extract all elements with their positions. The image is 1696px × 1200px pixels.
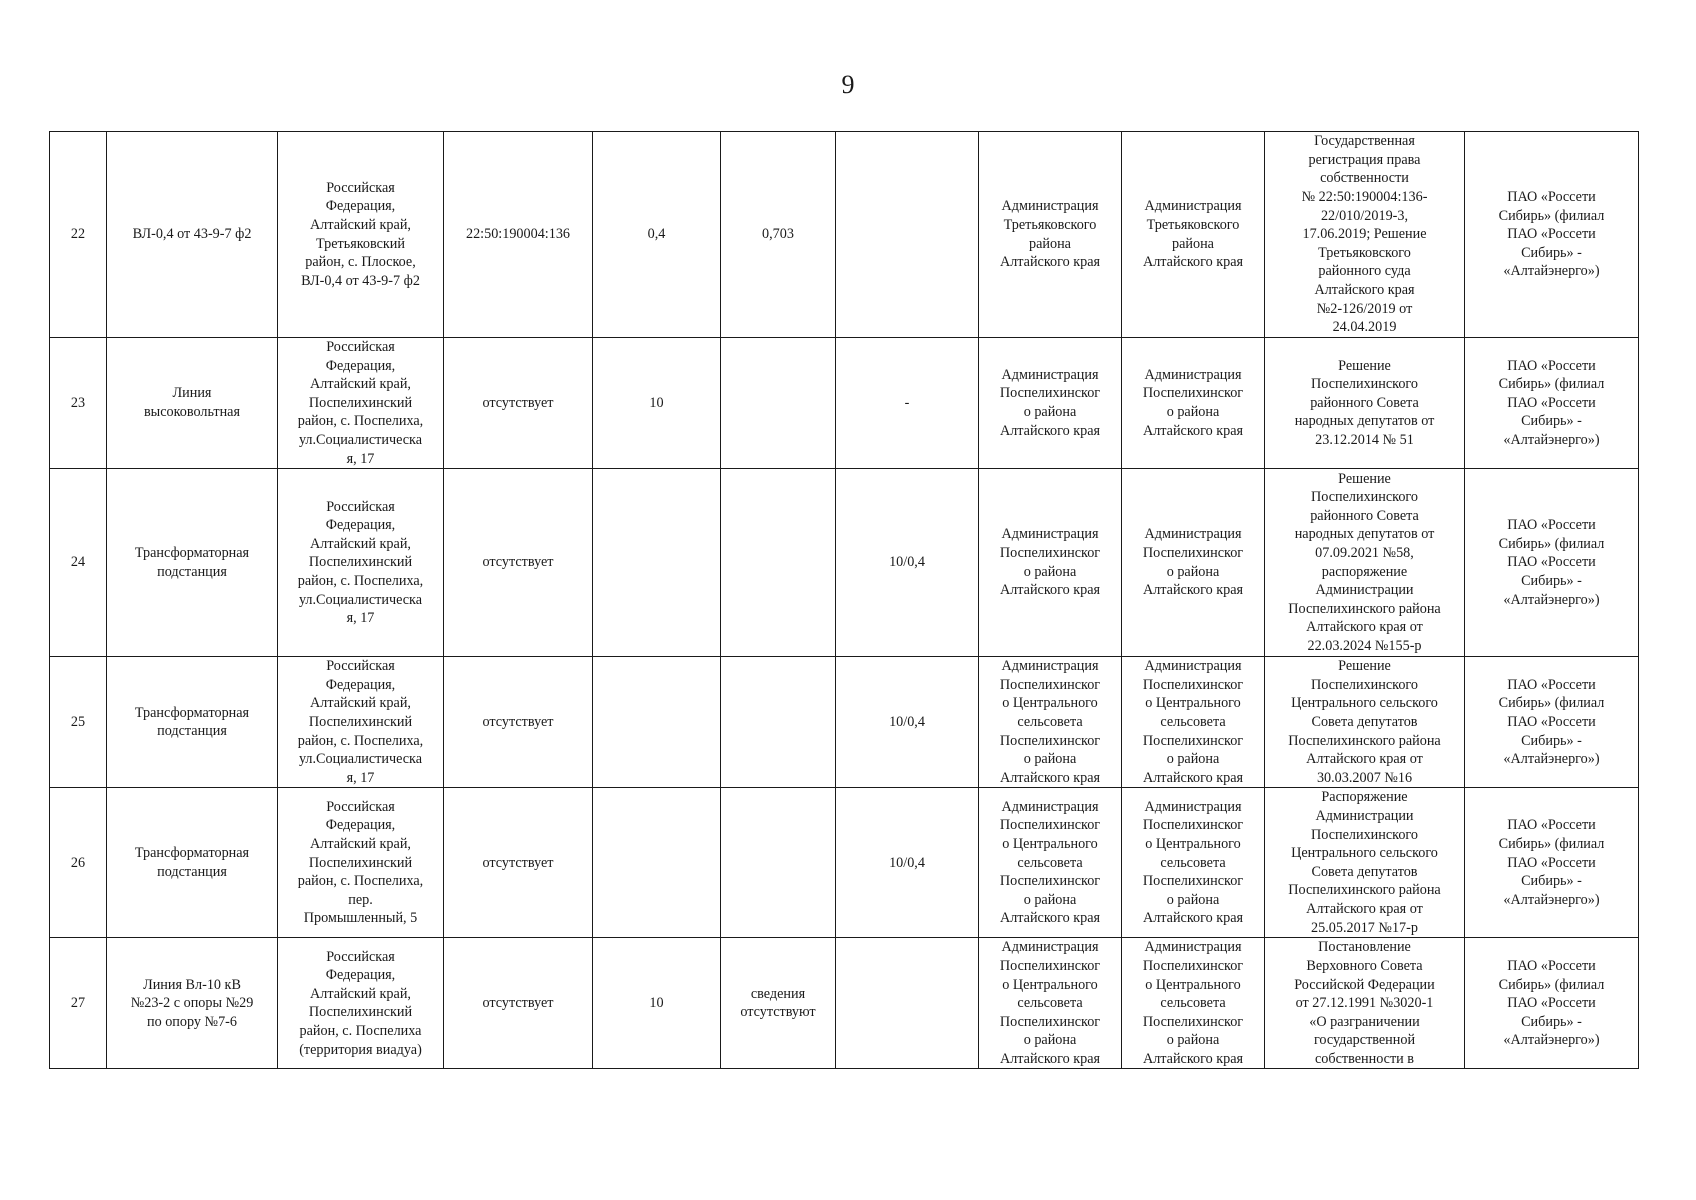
cadastral-number-cell: отсутствует — [444, 938, 593, 1069]
holder-cell: ПАО «Россети Сибирь» (филиал ПАО «Россети Сибирь» - «Алтайэнерго») — [1465, 788, 1639, 938]
column-7-cell: 10/0,4 — [836, 788, 979, 938]
column-9-cell: Администрация Поспелихинског о района Алтайского края — [1122, 338, 1265, 469]
column-7-cell — [836, 938, 979, 1069]
column-5-cell: 0,4 — [593, 132, 721, 338]
table-row — [50, 788, 1639, 938]
column-9-cell: Администрация Поспелихинског о района Алтайского края — [1122, 469, 1265, 657]
address-cell: Российская Федерация, Алтайский край, Поспелихинский район, с. Поспелиха, ул.Социалистическа я, 17 — [278, 338, 444, 469]
object-name-cell: Линия высоковольтная — [107, 338, 278, 469]
cadastral-number-cell: отсутствует — [444, 788, 593, 938]
address-cell: Российская Федерация, Алтайский край, Поспелихинский район, с. Поспелиха, пер. Промышленный, 5 — [278, 788, 444, 938]
column-5-cell — [593, 469, 721, 657]
row-number-cell: 26 — [50, 788, 107, 938]
column-8-cell: Администрация Поспелихинског о Центрального сельсовета Поспелихинског о района Алтайского края — [979, 657, 1122, 788]
column-8-cell: Администрация Третьяковского района Алтайского края — [979, 132, 1122, 338]
holder-cell: ПАО «Россети Сибирь» (филиал ПАО «Россети Сибирь» - «Алтайэнерго») — [1465, 469, 1639, 657]
object-name-cell: Линия Вл-10 кВ №23-2 с опоры №29 по опору №7-6 — [107, 938, 278, 1069]
table-row — [50, 469, 1639, 657]
holder-cell: ПАО «Россети Сибирь» (филиал ПАО «Россети Сибирь» - «Алтайэнерго») — [1465, 338, 1639, 469]
column-6-cell — [721, 469, 836, 657]
column-6-cell — [721, 657, 836, 788]
basis-document-cell: Постановление Верховного Совета Российской Федерации от 27.12.1991 №3020-1 «О разграничении государственной собственности в — [1265, 938, 1465, 1069]
column-5-cell — [593, 788, 721, 938]
column-6-cell — [721, 338, 836, 469]
row-number-cell: 25 — [50, 657, 107, 788]
row-number-cell: 24 — [50, 469, 107, 657]
table-row — [50, 657, 1639, 788]
row-number-cell: 27 — [50, 938, 107, 1069]
basis-document-cell: Государственная регистрация права собственности № 22:50:190004:136- 22/010/2019-3, 17.06.2019; Решение Третьяковского районного суда Алтайского края №2-126/2019 от 24.04.2019 — [1265, 132, 1465, 338]
address-cell: Российская Федерация, Алтайский край, Поспелихинский район, с. Поспелиха (территория виадуа) — [278, 938, 444, 1069]
address-cell: Российская Федерация, Алтайский край, Третьяковский район, с. Плоское, ВЛ-0,4 от 43-9-7 ф2 — [278, 132, 444, 338]
column-5-cell: 10 — [593, 938, 721, 1069]
cadastral-number-cell: отсутствует — [444, 338, 593, 469]
basis-document-cell: Решение Поспелихинского районного Совета народных депутатов от 07.09.2021 №58, распоряжение Администрации Поспелихинского района Алтайского края от 22.03.2024 №155-р — [1265, 469, 1465, 657]
column-9-cell: Администрация Поспелихинског о Центрального сельсовета Поспелихинског о района Алтайского края — [1122, 657, 1265, 788]
column-6-cell — [721, 788, 836, 938]
property-registry-table — [49, 131, 1639, 1069]
column-9-cell: Администрация Поспелихинског о Центрального сельсовета Поспелихинског о района Алтайского края — [1122, 938, 1265, 1069]
holder-cell: ПАО «Россети Сибирь» (филиал ПАО «Россети Сибирь» - «Алтайэнерго») — [1465, 657, 1639, 788]
holder-cell: ПАО «Россети Сибирь» (филиал ПАО «Россети Сибирь» - «Алтайэнерго») — [1465, 938, 1639, 1069]
column-8-cell: Администрация Поспелихинског о района Алтайского края — [979, 469, 1122, 657]
table-row — [50, 132, 1639, 338]
cadastral-number-cell: отсутствует — [444, 469, 593, 657]
basis-document-cell: Решение Поспелихинского районного Совета народных депутатов от 23.12.2014 № 51 — [1265, 338, 1465, 469]
cadastral-number-cell: 22:50:190004:136 — [444, 132, 593, 338]
column-8-cell: Администрация Поспелихинског о района Алтайского края — [979, 338, 1122, 469]
column-8-cell: Администрация Поспелихинског о Центрального сельсовета Поспелихинског о района Алтайского края — [979, 938, 1122, 1069]
column-7-cell — [836, 132, 979, 338]
column-7-cell: - — [836, 338, 979, 469]
object-name-cell: Трансформаторная подстанция — [107, 469, 278, 657]
basis-document-cell: Распоряжение Администрации Поспелихинского Центрального сельского Совета депутатов Поспелихинского района Алтайского края от 25.05.2017 №17-р — [1265, 788, 1465, 938]
column-6-cell: сведения отсутствуют — [721, 938, 836, 1069]
column-6-cell: 0,703 — [721, 132, 836, 338]
column-7-cell: 10/0,4 — [836, 657, 979, 788]
column-9-cell: Администрация Поспелихинског о Центрального сельсовета Поспелихинског о района Алтайского края — [1122, 788, 1265, 938]
table-row — [50, 338, 1639, 469]
table-row — [50, 938, 1639, 1069]
row-number-cell: 23 — [50, 338, 107, 469]
address-cell: Российская Федерация, Алтайский край, Поспелихинский район, с. Поспелиха, ул.Социалистическа я, 17 — [278, 469, 444, 657]
row-number-cell: 22 — [50, 132, 107, 338]
column-7-cell: 10/0,4 — [836, 469, 979, 657]
cadastral-number-cell: отсутствует — [444, 657, 593, 788]
page-number: 9 — [841, 70, 855, 99]
address-cell: Российская Федерация, Алтайский край, Поспелихинский район, с. Поспелиха, ул.Социалистическа я, 17 — [278, 657, 444, 788]
object-name-cell: Трансформаторная подстанция — [107, 788, 278, 938]
column-9-cell: Администрация Третьяковского района Алтайского края — [1122, 132, 1265, 338]
object-name-cell: Трансформаторная подстанция — [107, 657, 278, 788]
basis-document-cell: Решение Поспелихинского Центрального сельского Совета депутатов Поспелихинского района Алтайского края от 30.03.2007 №16 — [1265, 657, 1465, 788]
column-5-cell: 10 — [593, 338, 721, 469]
object-name-cell: ВЛ-0,4 от 43-9-7 ф2 — [107, 132, 278, 338]
holder-cell: ПАО «Россети Сибирь» (филиал ПАО «Россети Сибирь» - «Алтайэнерго») — [1465, 132, 1639, 338]
column-5-cell — [593, 657, 721, 788]
column-8-cell: Администрация Поспелихинског о Центрального сельсовета Поспелихинског о района Алтайского края — [979, 788, 1122, 938]
